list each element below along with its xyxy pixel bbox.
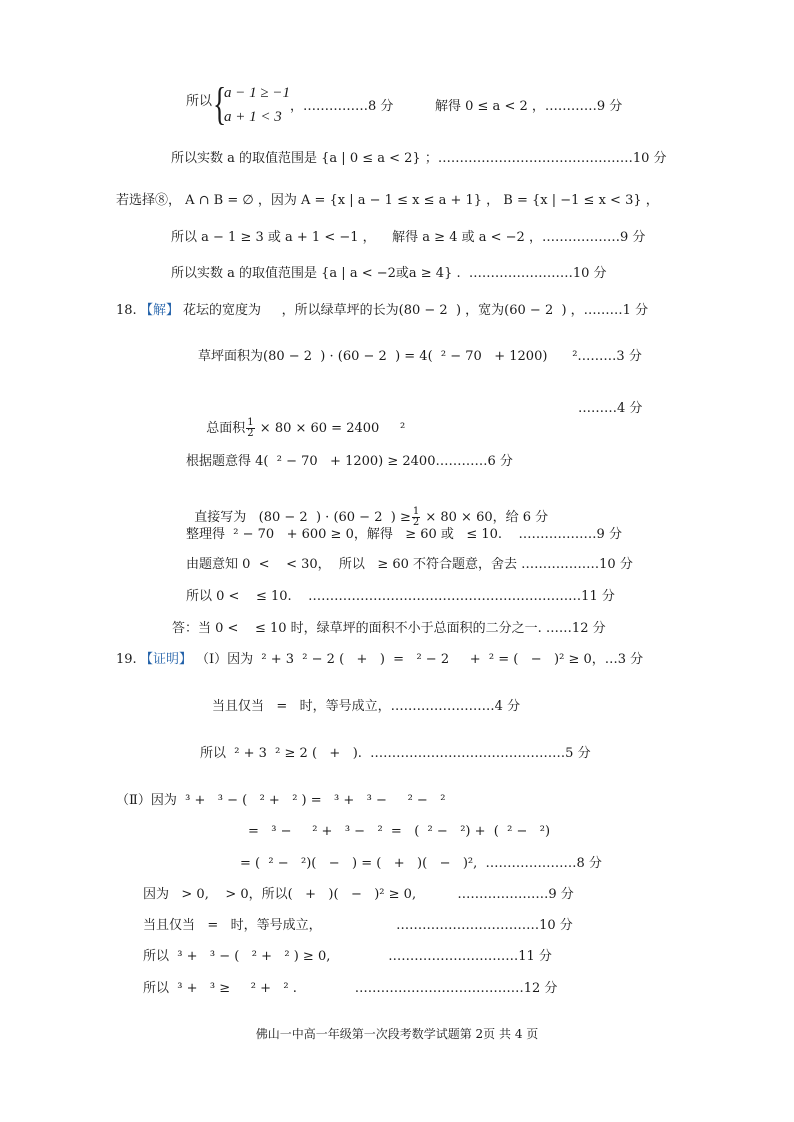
text-line: 草坪面积为(80 − 2 ) · (60 − 2 ) = 4( ² − 70 + 1200) ²………3 分: [198, 349, 642, 364]
text-line: 答：当 0 < ≤ 10 时，绿草坪的面积不小于总面积的二分之一. ……12 分: [172, 621, 606, 636]
text-line: 所以实数 a 的取值范围是 {a | 0 ≤ a < 2} ；………………………………………10 分: [171, 151, 667, 166]
text-line: 花坛的宽度为 ，所以绿草坪的长为(80 − 2 ) ，宽为(60 − 2 ) ，………1 分: [183, 303, 649, 318]
text-line: 所以 ³ + ³ − ( ² + ² ) ≥ 0, …………………………11 分: [143, 949, 552, 964]
text-line: 因为 > 0, > 0，所以( + )( − )² ≥ 0, …………………9 分: [143, 887, 574, 902]
text-line: [186, 489, 548, 528]
text-line: = ( ² − ²)( − ) = ( + )( − )², …………………8 分: [240, 856, 602, 871]
fraction-denominator: 2: [247, 428, 254, 439]
text-segment: 直接写为 (80 − 2 ) · (60 − 2 ) ≥: [194, 510, 411, 525]
fraction: [412, 507, 420, 528]
proof-tag: 【证明】: [140, 652, 193, 667]
text-line: （Ⅰ）因为 ² + 3 ² − 2 ( + ) = ² − 2 + ² = ( − )² ≥ 0，…3 分: [196, 652, 644, 667]
text-line: 若选择⑧， A ∩ B = ∅ ，因为 A = {x | a − 1 ≤ x ≤ a + 1} ， B = {x | −1 ≤ x < 3} ，: [116, 193, 659, 208]
fraction-numerator: 1: [247, 417, 254, 428]
text-line: 当且仅当 = 时，等号成立， ……………………………10 分: [143, 918, 573, 933]
text-line: [198, 400, 405, 439]
fraction-numerator: 1: [412, 506, 420, 517]
inequality-line: a + 1 < 3: [224, 109, 282, 125]
problem-number: 19.: [116, 652, 137, 667]
fraction: [246, 418, 254, 439]
text-line: 所以 a − 1 ≥ 3 或 a + 1 < −1 ， 解得 a ≥ 4 或 a < −2 ，………………9 分: [171, 230, 646, 245]
solution-tag: 【解】: [140, 303, 180, 318]
text-segment: × 80 × 60 = 2400 ²: [255, 421, 406, 436]
text-line: 解得 0 ≤ a < 2 ，…………9 分: [435, 99, 623, 114]
text-line: ………4 分: [578, 401, 643, 416]
page-footer: 佛山一中高一年级第一次段考数学试题第 2页 共 4 页: [255, 1027, 539, 1041]
text-line: 根据题意得 4( ² − 70 + 1200) ≥ 2400…………6 分: [186, 454, 513, 469]
text-line: 所以 0 < ≤ 10. ………………………………………………………11 分: [186, 589, 615, 604]
text-line: 当且仅当 = 时，等号成立，……………………4 分: [212, 699, 521, 714]
text-segment: 总面积: [206, 421, 246, 436]
text-line: 所以实数 a 的取值范围是 {a | a < −2或a ≥ 4} . ……………………10 分: [171, 266, 607, 281]
text-segment: × 80 × 60，给 6 分: [421, 510, 549, 525]
problem-number: 18.: [116, 303, 137, 318]
text-line: 所以: [186, 94, 213, 109]
brace-glyph: {: [213, 78, 227, 129]
text-line: = ³ − ² + ³ − ² = ( ² − ²) + ( ² − ²): [248, 824, 551, 839]
text-line: 所以 ³ + ³ ≥ ² + ² . …………………………………12 分: [143, 981, 558, 996]
text-line: 所以 ² + 3 ² ≥ 2 ( + ). ………………………………………5 分: [200, 746, 591, 761]
text-line: ，……………8 分: [290, 99, 394, 114]
text-line: 整理得 ² − 70 + 600 ≥ 0，解得 ≥ 60 或 ≤ 10. ………………9 分: [186, 527, 622, 542]
text-line: （Ⅱ）因为 ³ + ³ − ( ² + ² ) = ³ + ³ − ² − ²: [116, 793, 446, 808]
text-line: 由题意知 0 < < 30， 所以 ≥ 60 不符合题意，舍去 ………………10 分: [186, 557, 633, 572]
inequality-line: a − 1 ≥ −1: [224, 85, 290, 101]
fraction-denominator: 2: [412, 517, 420, 528]
